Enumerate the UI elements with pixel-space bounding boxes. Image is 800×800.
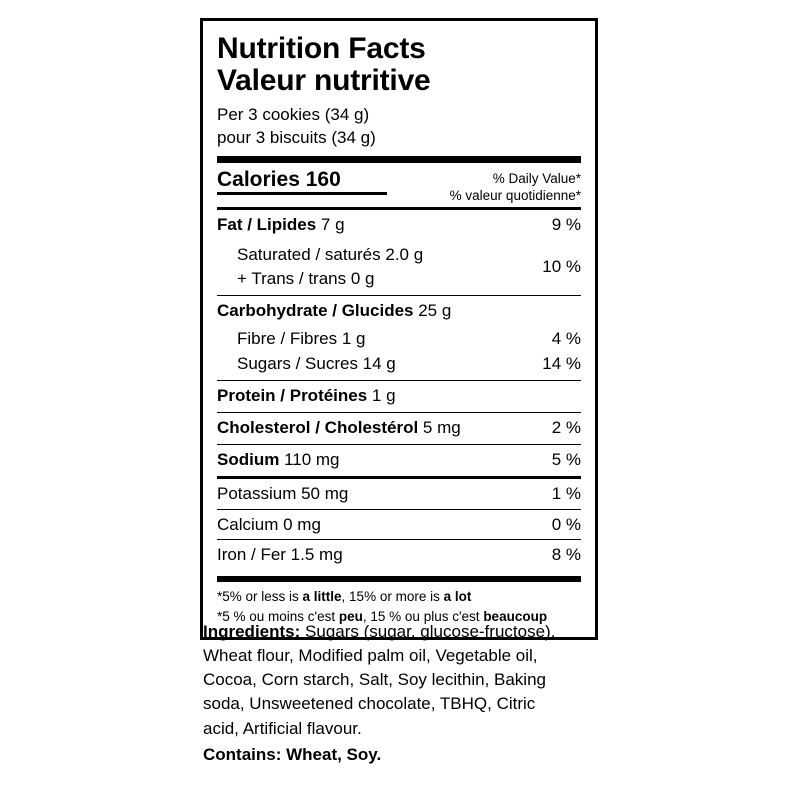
row-cholesterol-dv: 2 % (551, 417, 581, 437)
row-sugars (217, 352, 581, 380)
calories-label: Calories 160 (217, 167, 341, 191)
ingredients-label: Ingredients: (203, 622, 301, 641)
row-potassium-label: Potassium 50 mg (217, 483, 349, 503)
calories-row (217, 163, 581, 207)
footnote-en-part2: , 15% or more is (341, 589, 444, 605)
serving-size-en: Per 3 cookies (34 g) (217, 104, 370, 124)
divider-thick-top (217, 156, 581, 163)
row-potassium (217, 479, 581, 509)
row-fibre-dv: 4 % (551, 328, 581, 348)
row-cholesterol-label: Cholesterol / Cholestérol (217, 417, 419, 437)
row-fibre-label: Fibre / Fibres 1 g (237, 328, 366, 348)
calories-underline (217, 192, 387, 195)
row-fat-dv: 9 % (551, 214, 581, 234)
footnote-en-part1: *5% or less is (217, 589, 303, 605)
row-saturated-dv: 10 % (542, 257, 581, 277)
serving-size-fr: pour 3 biscuits (34 g) (217, 127, 376, 147)
footnote-fr-peu: peu (338, 608, 363, 624)
row-iron (217, 540, 581, 570)
row-calcium (217, 510, 581, 540)
row-cholesterol-amount: 5 mg (418, 417, 461, 437)
footnote-fr-part1: *5 % ou moins c'est (217, 608, 339, 624)
footnote-fr-part2: , 15 % ou plus c'est (362, 608, 484, 624)
row-protein (217, 381, 581, 412)
row-sodium (217, 445, 581, 476)
row-sodium-label: Sodium (217, 449, 280, 469)
row-fat-label: Fat / Lipides (217, 214, 317, 234)
daily-value-header-en: % Daily Value* (492, 170, 581, 186)
footnote-en-lot: a lot (443, 589, 472, 605)
row-calcium-label: Calcium 0 mg (217, 514, 321, 534)
panel-title-en: Nutrition Facts (217, 32, 426, 65)
footnote-en (217, 587, 581, 607)
row-cholesterol (217, 413, 581, 444)
row-sugars-dv: 14 % (542, 353, 581, 373)
daily-value-header-fr: % valeur quotidienne* (449, 188, 581, 204)
row-sodium-dv: 5 % (551, 449, 581, 469)
ingredients-list: Sugars (sugar, glucose-fructose), Wheat flour, Modified palm oil, Vegetable oil, Cocoa, Corn starch, Salt, Soy lecithin, Baking soda, Unsweetened chocolate, TBHQ, Citric acid, Artificial flavour. (203, 622, 556, 738)
nutrition-facts-panel (200, 18, 598, 640)
row-potassium-dv: 1 % (551, 483, 581, 503)
row-iron-label: Iron / Fer 1.5 mg (217, 545, 343, 565)
row-protein-amount: 1 g (367, 385, 396, 405)
row-carbohydrate-amount: 25 g (413, 300, 452, 320)
row-saturated-label: Saturated / saturés 2.0 g (237, 244, 424, 264)
contains-statement: Contains: Wheat, Soy. (203, 744, 382, 764)
row-sodium-amount: 110 mg (279, 449, 340, 469)
row-fat (217, 210, 581, 241)
row-iron-dv: 8 % (551, 545, 581, 565)
row-fat-amount: 7 g (316, 214, 345, 234)
row-trans-label: + Trans / trans 0 g (237, 269, 375, 289)
ingredients-text (203, 620, 575, 741)
row-saturated-trans (217, 241, 581, 295)
footnote-fr-beaucoup: beaucoup (483, 608, 548, 624)
row-sugars-label: Sugars / Sucres 14 g (237, 353, 396, 373)
daily-value-header (450, 168, 581, 205)
row-fibre (217, 327, 581, 352)
row-carbohydrate (217, 296, 581, 327)
row-calcium-dv: 0 % (551, 514, 581, 534)
ingredients-block (203, 620, 575, 767)
row-carbohydrate-label: Carbohydrate / Glucides (217, 300, 414, 320)
footnote-en-little: a little (302, 589, 342, 605)
row-protein-label: Protein / Protéines (217, 385, 368, 405)
panel-title-fr: Valeur nutritive (217, 64, 431, 98)
